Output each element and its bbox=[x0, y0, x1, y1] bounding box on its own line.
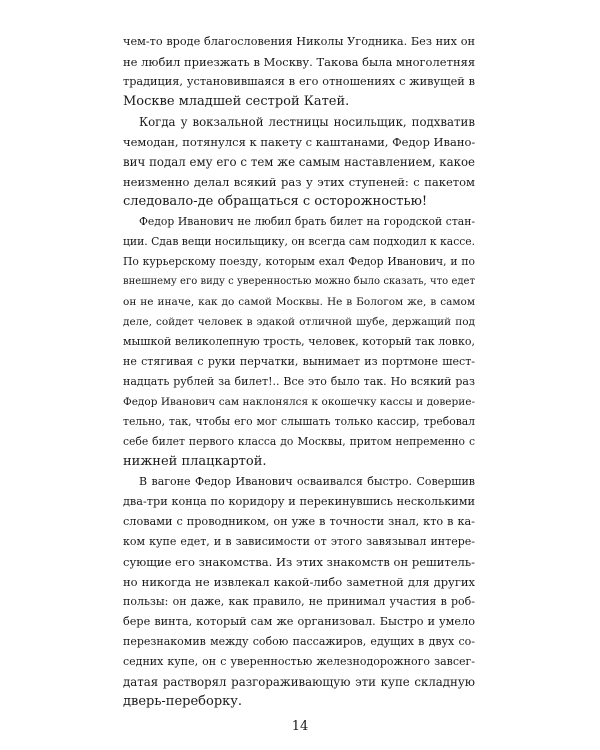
text-line: датая растворял разгораживающую эти купе складную bbox=[123, 675, 475, 689]
text-line: мышкой великолепную трость, человек, который так ловко, bbox=[123, 335, 475, 348]
text-line: сующие его знакомства. Из этих знакомств он решитель- bbox=[123, 555, 475, 569]
text-line: два-три конца по коридору и перекинувшись несколькими bbox=[123, 495, 475, 508]
page-number: 14 bbox=[291, 719, 309, 734]
text-line: не любил приезжать в Москву. Такова была многолетняя bbox=[123, 55, 476, 69]
text-line: чемодан, потянулся к пакету с каштанами, Федор Ивано- bbox=[123, 135, 476, 149]
text-line: Москве младшей сестрой Катей. bbox=[123, 94, 350, 109]
text-line: но никогда не извлекал какой-либо заметной для других bbox=[123, 575, 475, 589]
text-line: дверь-переборку. bbox=[123, 694, 243, 709]
text-line: чем-то вроде благословения Николы Угодника. Без них он bbox=[123, 35, 475, 48]
text-line: следовало-де обращаться с осторожностью! bbox=[123, 194, 428, 209]
text-line: неизменно делал всякий раз у этих ступеней: с пакетом bbox=[123, 175, 475, 189]
text-line: традиция, установившаяся в его отношениях с живущей в bbox=[123, 75, 475, 88]
text-line: вич подал ему его с тем же самым наставлением, какое bbox=[123, 155, 475, 169]
text-line: бере винта, который сам же организовал. Быстро и умело bbox=[123, 615, 475, 628]
text-line: внешнему его виду с уверенностью можно было сказать, что едет bbox=[123, 276, 475, 287]
text-line: Федор Иванович сам наклонялся к окошечку кассы и доверие- bbox=[123, 396, 475, 408]
text-line: Федор Иванович не любил брать билет на городской стан- bbox=[139, 215, 475, 228]
text-line: По курьерскому поезду, которым ехал Федор Иванович, и по bbox=[123, 255, 475, 268]
text-line: надцать рублей за билет!.. Все это было так. Но всякий раз bbox=[123, 375, 475, 388]
text-line: перезнакомив между собою пассажиров, едущих в двух со- bbox=[123, 635, 475, 648]
text-line: седних купе, он с уверенностью железнодорожного завсег- bbox=[123, 655, 475, 668]
text-line: он не иначе, как до самой Москвы. Не в Бологом же, в самом bbox=[123, 296, 475, 308]
text-line: Когда у вокзальной лестницы носильщик, подхватив bbox=[139, 115, 475, 129]
text-line: ции. Сдав вещи носильщику, он всегда сам подходил к кассе. bbox=[123, 235, 476, 248]
text-line: себе билет первого класса до Москвы, притом непременно с bbox=[123, 435, 475, 448]
text-line: деле, сойдет человек в эдакой отличной шубе, держащий под bbox=[123, 316, 475, 328]
text-line: ком купе едет, и в зависимости от этого завязывал интере- bbox=[123, 535, 475, 548]
text-line: словами с проводником, он уже в точности знал, кто в ка- bbox=[123, 515, 475, 528]
text-line: пользы: он даже, как правило, не принимал участия в роб- bbox=[123, 595, 475, 608]
text-line: не стягивая с руки перчатки, вынимает из портмоне шест- bbox=[123, 355, 475, 368]
text-line: нижней плацкартой. bbox=[123, 454, 267, 469]
text-line: тельно, так, чтобы его мог слышать только кассир, требовал bbox=[123, 415, 475, 428]
text-line: В вагоне Федор Иванович осваивался быстро. Совершив bbox=[139, 475, 475, 488]
